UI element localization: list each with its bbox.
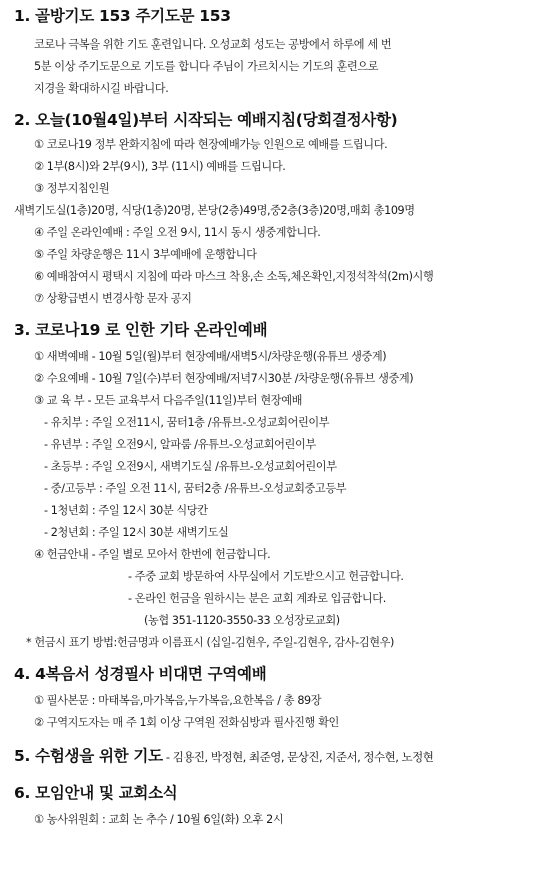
section-line: ① 새벽예배 - 10월 5일(월)부터 현장예배/새벽5시/차량운행(유튜브 생중계) [34,350,387,363]
section-line: 새벽기도실(1층)20명, 식당(1층)20명, 본당(2층)49명,중2층(3층)20명,매회 총109명 [14,204,415,217]
section-line: 코로나 극복을 위한 기도 훈련입니다. 오성교회 성도는 공방에서 하루에 세 번 [34,38,392,51]
section-line: - 초등부 : 주일 오전9시, 새벽기도실 /유튜브-오성교회어린이부 [44,460,337,473]
section-line: ① 코로나19 정부 완화지침에 따라 현장예배가능 인원으로 예배를 드립니다. [34,138,388,151]
section-line: - 중/고등부 : 주일 오전 11시, 꿈터2층 /유튜브-오성교회중고등부 [44,482,347,495]
section-line: - 주중 교회 방문하여 사무실에서 기도받으시고 헌금합니다. [128,570,404,583]
section-heading [14,746,552,767]
section-heading: 2. 오늘(10월4일)부터 시작되는 예배지침(당회결정사항) [14,111,398,129]
section-line: ⑤ 주일 차량운행은 11시 3부예배에 운행합니다 [34,248,257,261]
section-line: - 온라인 헌금을 원하시는 분은 교회 계좌로 입금합니다. [128,592,386,605]
section-line: ① 농사위원회 : 교회 논 추수 / 10월 6일(화) 오후 2시 [34,813,284,826]
section-line: 5분 이상 주기도문으로 기도를 합니다 주님이 가르치시는 기도의 훈련으로 [34,60,379,73]
student-names: - 김용진, 박정현, 최준영, 문상진, 지준서, 정수현, 노정현 [162,750,434,764]
section-line: 지경을 확대하시길 바랍니다. [34,82,169,95]
section-line: ④ 주일 온라인예배 : 주일 오전 9시, 11시 동시 생중계합니다. [34,226,321,239]
section-line: - 2청년회 : 주일 12시 30분 새벽기도실 [44,526,229,539]
section-heading: 4. 4복음서 성경필사 비대면 구역예배 [14,665,267,683]
section-line: ② 수요예배 - 10월 7일(수)부터 현장예배/저녁7시30분 /차량운행(유튜브 생중계) [34,372,414,385]
section-heading: 1. 골방기도 153 주기도문 153 [14,7,231,25]
section-line: ⑥ 예배참여시 평택시 지침에 따라 마스크 착용,손 소독,체온확인,지정석착석(2m)시행 [34,270,434,283]
bulletin-page [0,6,558,883]
section-line: ① 필사본문 : 마태복음,마가복음,누가복음,요한복음 / 총 89장 [34,694,322,707]
section-line: - 1청년회 : 주일 12시 30분 식당칸 [44,504,208,517]
section-heading-title: 5. 수험생을 위한 기도 [14,747,163,765]
section-line: ④ 헌금안내 - 주일 별로 모아서 한번에 헌금합니다. [34,548,271,561]
section-line: - 유치부 : 주일 오전11시, 꿈터1층 /유튜브-오성교회어린이부 [44,416,330,429]
section-heading: 3. 코로나19 로 인한 기타 온라인예배 [14,321,268,339]
section-line: * 헌금시 표기 방법:헌금명과 이름표시 (십일-김현우, 주일-김현우, 감사-김현우) [26,636,395,649]
section-line: ③ 정부지침인원 [34,182,110,195]
section-line: ③ 교 육 부 - 모든 교육부서 다음주일(11일)부터 현장예배 [34,394,303,407]
section-line: ② 1부(8시)와 2부(9시), 3부 (11시) 예배를 드립니다. [34,160,286,173]
section-line: ② 구역지도자는 매 주 1회 이상 구역원 전화심방과 필사진행 확인 [34,716,339,729]
section-line: (농협 351-1120-3550-33 오성장로교회) [144,614,340,627]
section-line: - 유년부 : 주일 오전9시, 알파룸 /유튜브-오성교회어린이부 [44,438,316,451]
section-heading: 6. 모임안내 및 교회소식 [14,784,178,802]
section-line: ⑦ 상황급변시 변경사항 문자 공지 [34,292,192,305]
